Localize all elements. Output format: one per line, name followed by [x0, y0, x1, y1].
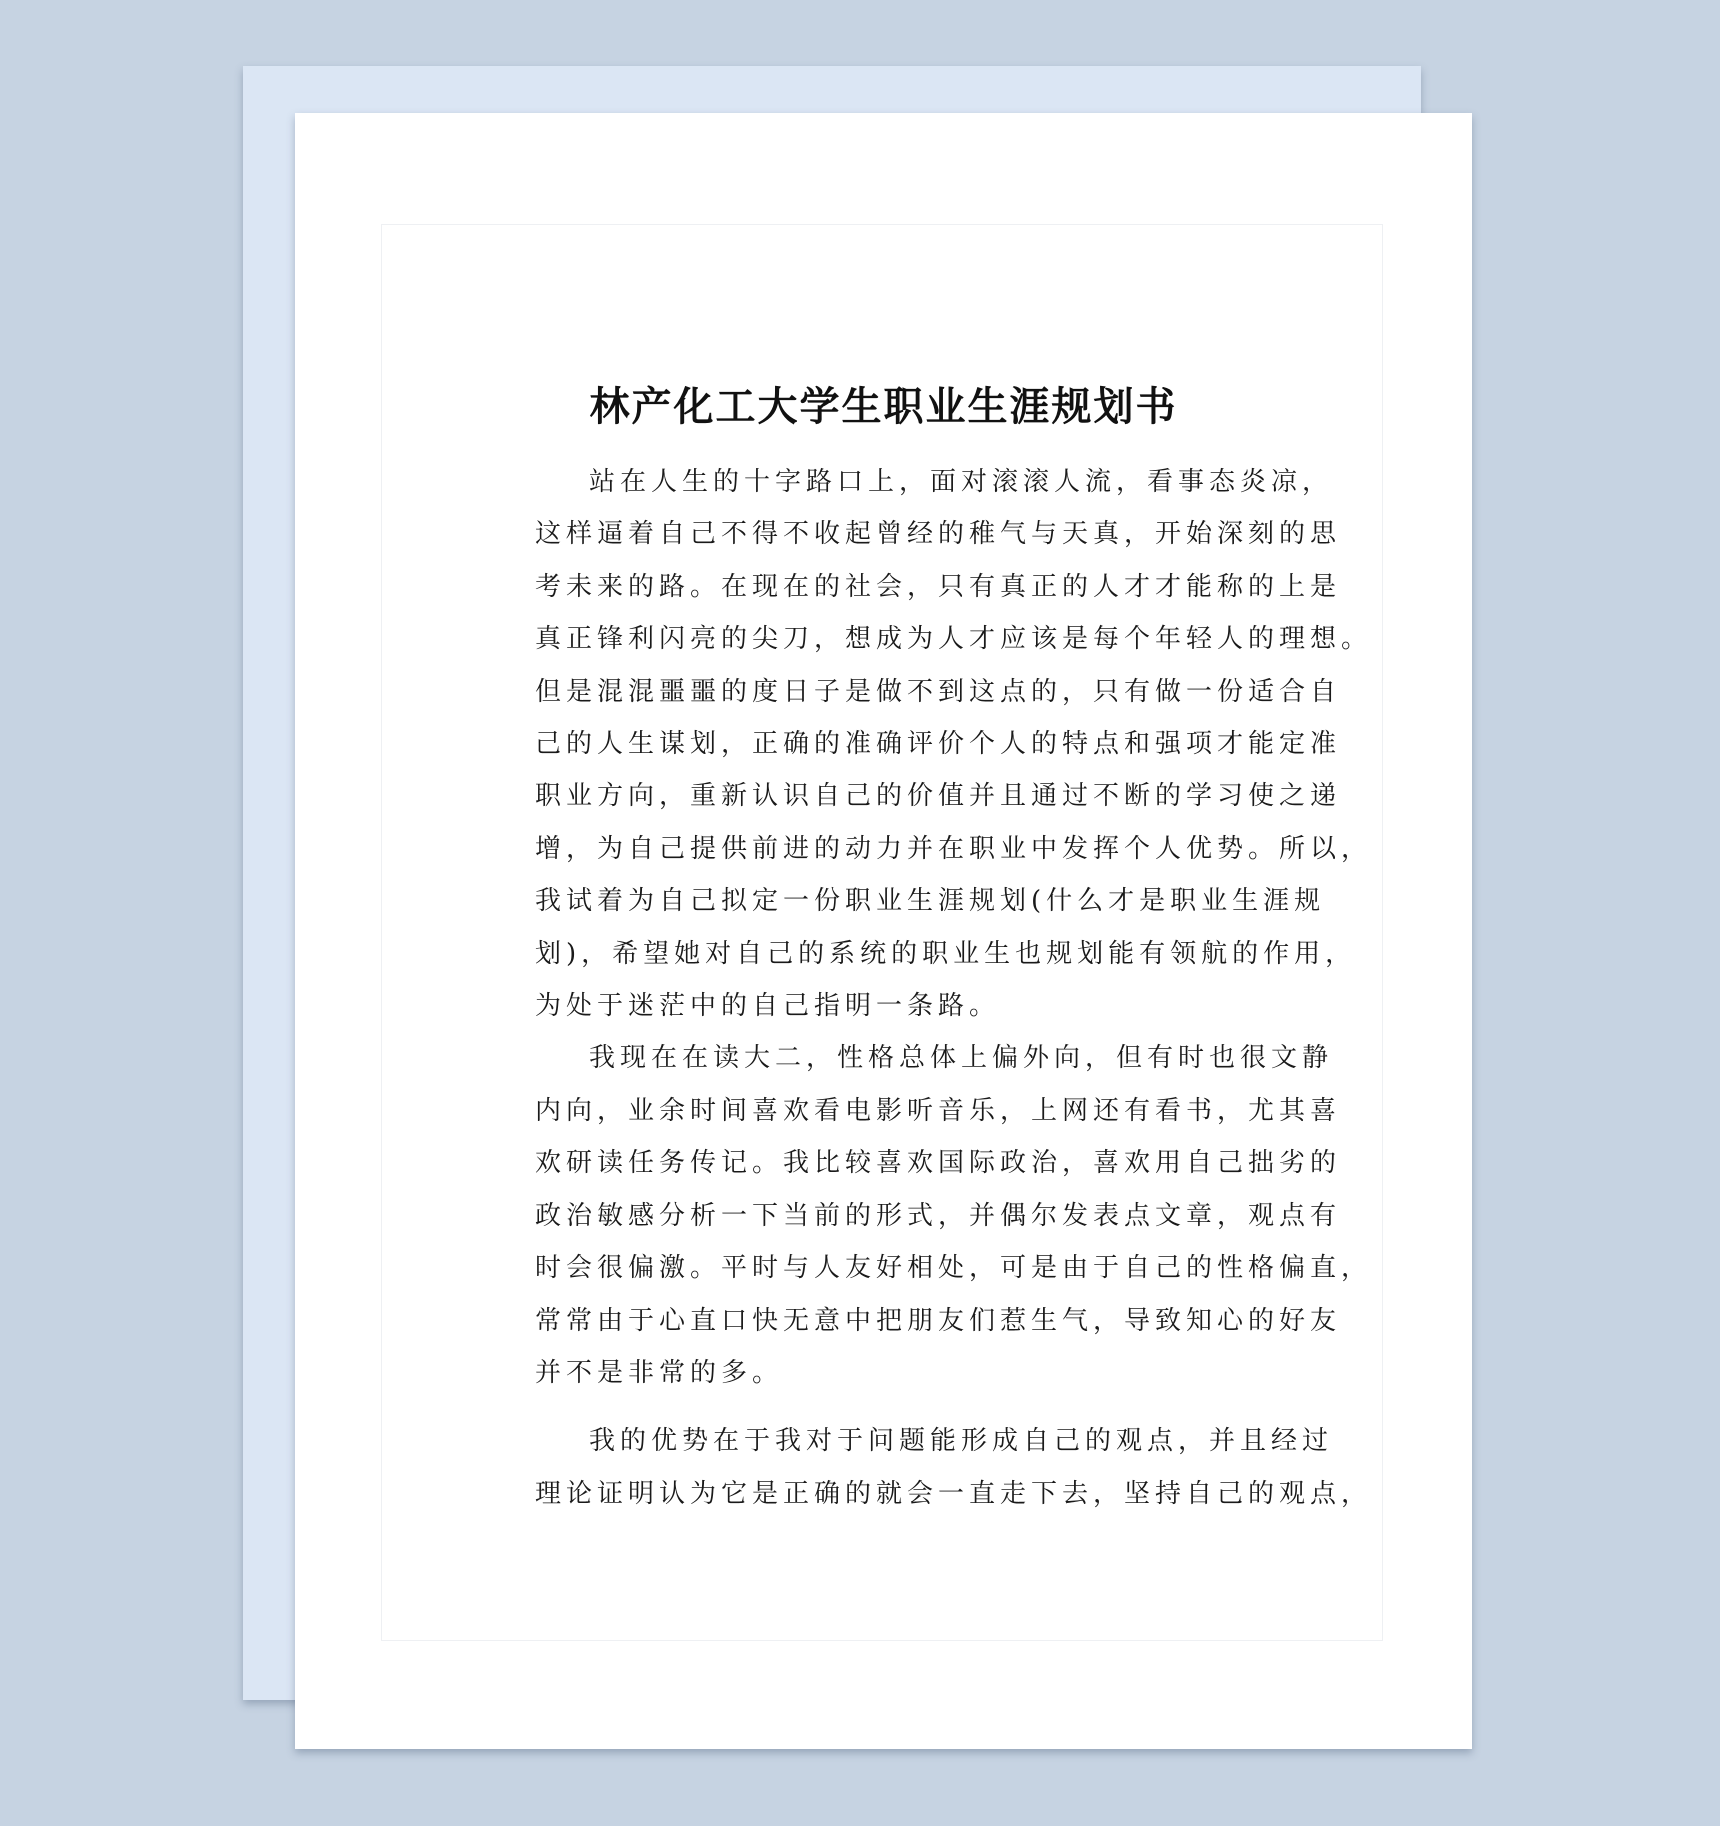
text-line: 我现在在读大二，性格总体上偏外向，但有时也很文静: [589, 1043, 1334, 1074]
text-line: 划)，希望她对自己的系统的职业生也规划能有领航的作用，: [535, 938, 1357, 969]
document-body: [535, 456, 1373, 1520]
text-line: 并不是非常的多。: [535, 1357, 784, 1388]
text-line: 常常由于心直口快无意中把朋友们惹生气，导致知心的好友: [535, 1305, 1342, 1336]
paragraph: [535, 1032, 1373, 1399]
text-line: 我的优势在于我对于问题能形成自己的观点，并且经过: [589, 1426, 1334, 1457]
text-line: 考未来的路。在现在的社会，只有真正的人才才能称的上是: [535, 571, 1342, 602]
text-line: 职业方向，重新认识自己的价值并且通过不断的学习使之递: [535, 781, 1342, 812]
text-line: 但是混混噩噩的度日子是做不到这点的，只有做一份适合自: [535, 676, 1342, 707]
text-line: 站在人生的十字路口上，面对滚滚人流，看事态炎凉，: [589, 467, 1334, 497]
paragraph: [535, 456, 1373, 1032]
text-line: 真正锋利闪亮的尖刀，想成为人才应该是每个年轻人的理想。: [535, 624, 1373, 655]
document-title: 林产化工大学生职业生涯规划书: [589, 383, 1178, 430]
text-line: 为处于迷茫中的自己指明一条路。: [535, 991, 1001, 1022]
text-line: 己的人生谋划，正确的准确评价个人的特点和强项才能定准: [535, 729, 1342, 760]
text-line: 政治敏感分析一下当前的形式，并偶尔发表点文章，观点有: [535, 1200, 1342, 1231]
text-line: 理论证明认为它是正确的就会一直走下去，坚持自己的观点，: [535, 1478, 1373, 1509]
text-line: 时会很偏激。平时与人友好相处，可是由于自己的性格偏直，: [535, 1253, 1373, 1284]
paragraph: [535, 1415, 1373, 1520]
text-line: 这样逼着自己不得不收起曾经的稚气与天真，开始深刻的思: [535, 519, 1342, 550]
text-line: 欢研读任务传记。我比较喜欢国际政治，喜欢用自己拙劣的: [535, 1148, 1342, 1179]
text-line: 内向，业余时间喜欢看电影听音乐，上网还有看书，尤其喜: [535, 1095, 1342, 1126]
text-line: 增，为自己提供前进的动力并在职业中发挥个人优势。所以，: [535, 833, 1373, 864]
text-line: 我试着为自己拟定一份职业生涯规划(什么才是职业生涯规: [535, 886, 1326, 917]
document-page: [295, 113, 1472, 1749]
